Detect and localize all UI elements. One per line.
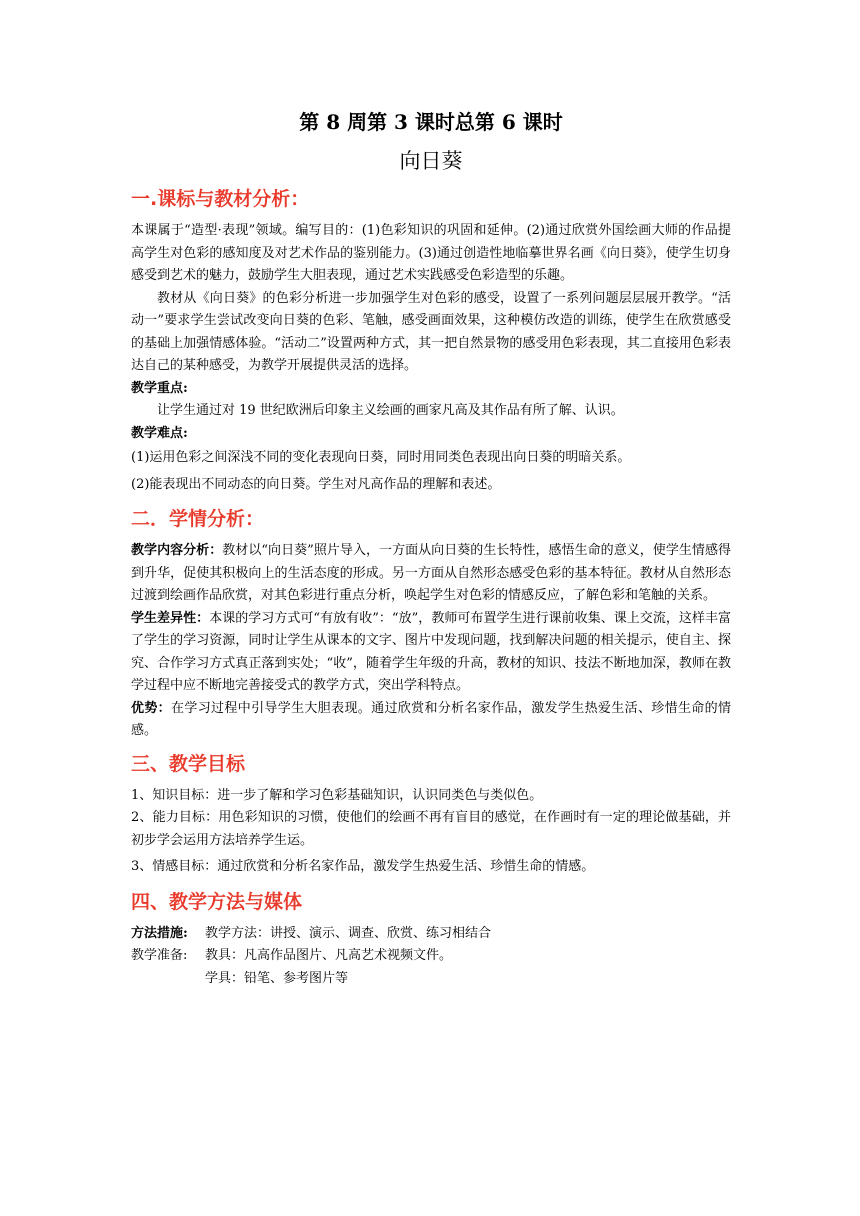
- paragraph-overview: 本课属于“造型·表现”领域。编写目的：(1)色彩知识的巩固和延伸。(2)通过欣赏外国绘画大师的作品提高学生对色彩的感知度及对艺术作品的鉴别能力。(3)通过创造性地临摹世界名画《向日葵》，使学生切身感受到艺术的魅力，鼓励学生大胆表现，通过艺术实践感受色彩造型的乐趣。: [131, 223, 731, 283]
- advantage-label: 优势：: [131, 700, 172, 716]
- preparation-row-2: [131, 968, 731, 991]
- content-analysis-text: 教材以“向日葵”照片导入，一方面从向日葵的生长特性，感悟生命的意义，使学生情感得到升华，促使其积极向上的生活态度的形成。另一方面从自然形态感受色彩的基本特征。教材从自然形态过渡到绘画作品欣赏，对其色彩进行重点分析，唤起学生对色彩的情感反应，了解色彩和笔触的关系。: [131, 543, 731, 603]
- lesson-subtitle: 向日葵: [399, 149, 463, 173]
- section-heading-4: 四、教学方法与媒体: [131, 890, 303, 913]
- goal-emotion: 3、情感目标：通过欣赏和分析名家作品，激发学生热爱生活、珍惜生命的情感。: [131, 859, 595, 874]
- advantage-text: 在学习过程中引导学生大胆表现。通过欣赏和分析名家作品，激发学生热爱生活、珍惜生命的情感。: [131, 700, 731, 738]
- preparation-spacer: [131, 968, 205, 991]
- section-heading-3: 三、教学目标: [131, 752, 246, 775]
- preparation-row: [131, 945, 731, 968]
- goal-knowledge: 1、知识目标：进一步了解和学习色彩基础知识，认识同类色与类似色。: [131, 787, 543, 803]
- difficulty-item-1: (1)运用色彩之间深浅不同的变化表现向日葵，同时用同类色表现出向日葵的明暗关系。: [131, 450, 631, 465]
- method-text: 教学方法：讲授、演示、调查、欣赏、练习相结合: [205, 925, 492, 941]
- method-label: 方法措施:: [131, 925, 188, 941]
- paragraph-material: 教材从《向日葵》的色彩分析进一步加强学生对色彩的感受，设置了一系列问题层层展开教学。“活动一”要求学生尝试改变向日葵的色彩、笔触，感受画面效果，这种模仿改造的训练，使学生在欣赏感受的基础上加强情感体验。“活动二”设置两种方式，其一把自然景物的感受用色彩表现，其二直接用色彩表达自己的某种感受，为教学开展提供灵活的选择。: [131, 290, 731, 373]
- method-row: [131, 923, 731, 946]
- section-heading-1: 一.课标与教材分析：: [131, 188, 310, 210]
- section-heading-2: 二．学情分析：: [131, 508, 265, 530]
- page-title: 第 8 周第 3 课时总第 6 课时: [299, 110, 563, 134]
- preparation-label: 教学准备:: [131, 948, 188, 963]
- lesson-plan-page: [131, 108, 731, 990]
- student-difference-label: 学生差异性：: [131, 610, 210, 626]
- content-analysis-label: 教学内容分析：: [131, 543, 223, 558]
- preparation-student-tools: 学具：铅笔、参考图片等: [205, 970, 349, 986]
- goal-ability: 2、能力目标：用色彩知识的习惯，使他们的绘画不再有盲目的感觉，在作画时有一定的理论做基础，并初步学会运用方法培养学生运。: [131, 810, 731, 848]
- content-analysis: [131, 540, 731, 608]
- key-point-text: 让学生通过对 19 世纪欧洲后印象主义绘画的画家凡高及其作品有所了解、认识。: [157, 403, 624, 418]
- difficulty-item-2: (2)能表现出不同动态的向日葵。学生对凡高作品的理解和表述。: [131, 476, 501, 492]
- student-difference-text: 本课的学习方式可“有放有收”：“放”，教师可布置学生进行课前收集、课上交流，这样丰富了学生的学习资源，同时让学生从课本的文字、图片中发现问题，找到解决问题的相关提示，使自主、探究、合作学习方式真正落到实处；“收”，随着学生年级的升高，教材的知识、技法不断地加深，教师在教学过程中应不断地完善接受式的教学方式，突出学科特点。: [131, 610, 731, 693]
- preparation-teacher-tools: 教具：凡高作品图片、凡高艺术视频文件。: [205, 948, 453, 963]
- student-difference: [131, 608, 731, 698]
- difficulty-label: 教学难点:: [131, 425, 188, 441]
- key-point-label: 教学重点:: [131, 380, 188, 396]
- advantage: [131, 698, 731, 743]
